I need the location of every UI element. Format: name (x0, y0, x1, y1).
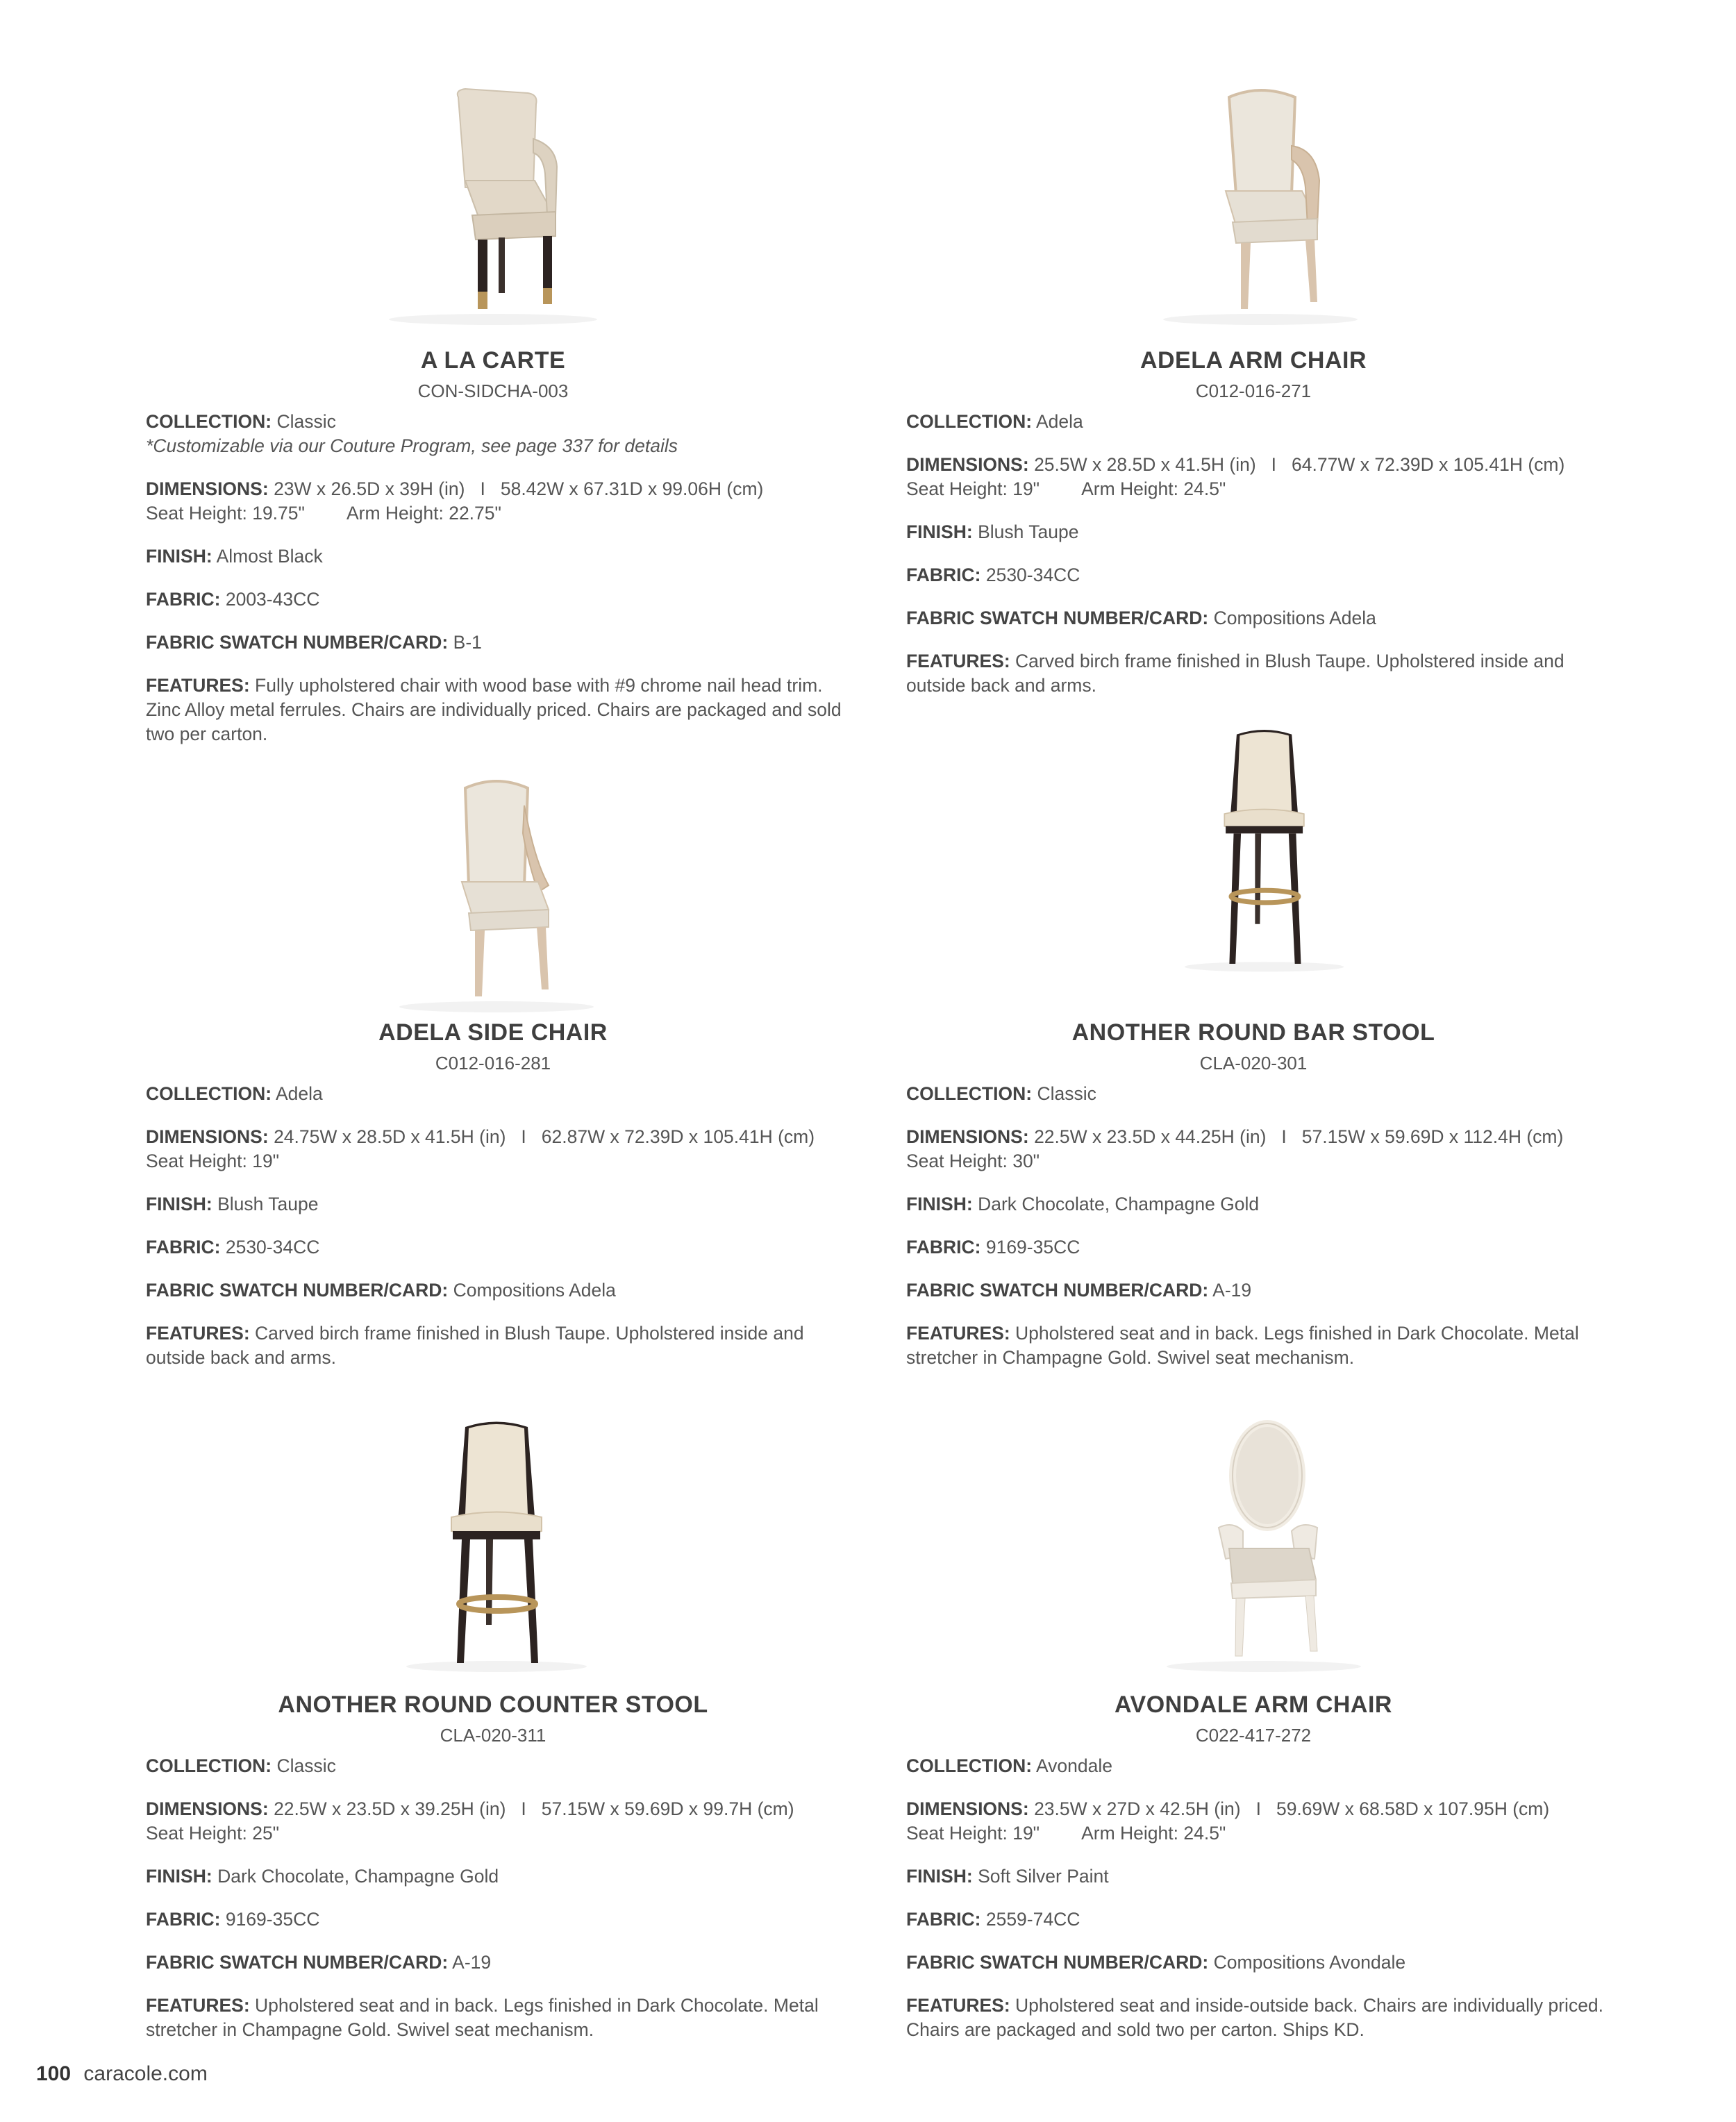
product-image-adela-side-chair (326, 757, 674, 1014)
dimensions-inches: 22.5W x 23.5D x 44.25H (in) (1034, 1126, 1267, 1147)
dimensions-label: DIMENSIONS: (146, 478, 269, 499)
finish-label: FINISH: (146, 546, 212, 567)
features-label: FEATURES: (906, 1323, 1010, 1344)
customizable-note: *Customizable via our Couture Program, see page 337 for details (146, 435, 678, 456)
dimensions-cm: 57.15W x 59.69D x 112.4H (cm) (1301, 1126, 1564, 1147)
product-sku: CLA-020-311 (440, 1725, 546, 1746)
side-chair-image (326, 757, 674, 1014)
oval-back-arm-chair-image (1094, 1417, 1441, 1673)
dimensions-cm: 64.77W x 72.39D x 105.41H (cm) (1292, 454, 1565, 475)
product-title: ADELA ARM CHAIR (1140, 347, 1367, 374)
product-sku: C022-417-272 (1195, 1725, 1312, 1746)
dimensions-label: DIMENSIONS: (146, 1126, 269, 1147)
features-label: FEATURES: (146, 1323, 250, 1344)
arm-height: Arm Height: 22.75" (346, 503, 501, 524)
dimensions-separator: I (1255, 1798, 1261, 1819)
swatch-value: B-1 (453, 632, 482, 653)
collection-label: COLLECTION: (906, 411, 1033, 432)
counter-stool-image (326, 1417, 674, 1673)
product-title: AVONDALE ARM CHAIR (1115, 1691, 1392, 1718)
finish-label: FINISH: (906, 521, 973, 542)
features-value: Upholstered seat and inside-outside back. Chairs are individually priced. Chairs are packaged and sold two per carton. Ships KD. (906, 1995, 1604, 2040)
collection-value: Classic (1037, 1083, 1096, 1104)
features-value: Upholstered seat and in back. Legs finished in Dark Chocolate. Metal stretcher in Champagne Gold. Swivel seat mechanism. (146, 1995, 819, 2040)
seat-height: Seat Height: 25" (146, 1823, 280, 1844)
bar-stool-image (1094, 722, 1441, 979)
collection-label: COLLECTION: (146, 1083, 272, 1104)
page-footer (36, 2062, 208, 2086)
seat-height: Seat Height: 19" (146, 1151, 280, 1171)
dimensions-label: DIMENSIONS: (146, 1798, 269, 1819)
product-title: ADELA SIDE CHAIR (378, 1019, 608, 1046)
finish-value: Blush Taupe (217, 1194, 319, 1214)
fabric-label: FABRIC: (146, 589, 221, 610)
collection-value: Classic (276, 411, 336, 432)
swatch-value: Compositions Adela (1213, 608, 1376, 628)
fabric-label: FABRIC: (906, 1237, 981, 1258)
product-title: ANOTHER ROUND BAR STOOL (1071, 1019, 1435, 1046)
arm-height: Arm Height: 24.5" (1081, 1823, 1226, 1844)
collection-value: Classic (276, 1755, 336, 1776)
dimensions-cm: 58.42W x 67.31D x 99.06H (cm) (500, 478, 764, 499)
dimensions-inches: 23.5W x 27D x 42.5H (in) (1034, 1798, 1241, 1819)
finish-label: FINISH: (146, 1866, 212, 1887)
dimensions-label: DIMENSIONS: (906, 454, 1029, 475)
features-label: FEATURES: (146, 675, 250, 696)
product-sku: C012-016-271 (1195, 381, 1312, 401)
product-specs (146, 1754, 847, 2061)
product-specs (146, 410, 847, 765)
dimensions-inches: 25.5W x 28.5D x 41.5H (in) (1034, 454, 1256, 475)
fabric-value: 9169-35CC (225, 1909, 320, 1930)
product-specs (146, 1082, 847, 1389)
features-value: Fully upholstered chair with wood base with #9 chrome nail head trim. Zinc Alloy metal ferrules. Chairs are individually priced. Chairs are packaged and sold two per carton. (146, 675, 842, 744)
fabric-label: FABRIC: (146, 1237, 221, 1258)
page-number: 100 (36, 2062, 72, 2085)
arm-height: Arm Height: 24.5" (1081, 478, 1226, 499)
product-image-bar-stool (1094, 722, 1441, 979)
product-image-a-la-carte (326, 69, 674, 326)
finish-label: FINISH: (906, 1866, 973, 1887)
product-image-adela-arm-chair (1094, 69, 1441, 326)
product-specs (906, 410, 1608, 717)
collection-value: Avondale (1035, 1755, 1112, 1776)
swatch-label: FABRIC SWATCH NUMBER/CARD: (146, 1952, 449, 1973)
collection-label: COLLECTION: (906, 1755, 1033, 1776)
features-value: Carved birch frame finished in Blush Taupe. Upholstered inside and outside back and arms. (146, 1323, 804, 1368)
arm-chair-image (1094, 69, 1441, 326)
fabric-value: 2559-74CC (985, 1909, 1080, 1930)
swatch-label: FABRIC SWATCH NUMBER/CARD: (146, 632, 449, 653)
product-sku: C012-016-281 (435, 1053, 551, 1073)
seat-height: Seat Height: 19" (906, 1823, 1040, 1844)
product-specs (906, 1754, 1608, 2061)
collection-label: COLLECTION: (146, 1755, 272, 1776)
finish-value: Dark Chocolate, Champagne Gold (978, 1194, 1260, 1214)
fabric-value: 2530-34CC (985, 565, 1080, 585)
swatch-label: FABRIC SWATCH NUMBER/CARD: (906, 1280, 1209, 1301)
product-sku: CLA-020-301 (1199, 1053, 1308, 1073)
product-title: ANOTHER ROUND COUNTER STOOL (278, 1691, 708, 1718)
product-image-counter-stool (326, 1417, 674, 1673)
dimensions-cm: 57.15W x 59.69D x 99.7H (cm) (541, 1798, 794, 1819)
fabric-value: 2530-34CC (225, 1237, 320, 1258)
fabric-label: FABRIC: (906, 1909, 981, 1930)
product-image-avondale-arm-chair (1094, 1417, 1441, 1673)
fabric-value: 9169-35CC (985, 1237, 1080, 1258)
fabric-label: FABRIC: (146, 1909, 221, 1930)
swatch-label: FABRIC SWATCH NUMBER/CARD: (146, 1280, 449, 1301)
dimensions-separator: I (1271, 454, 1277, 475)
seat-height: Seat Height: 19" (906, 478, 1040, 499)
fabric-label: FABRIC: (906, 565, 981, 585)
dimensions-separator: I (521, 1798, 526, 1819)
dimensions-separator: I (1281, 1126, 1287, 1147)
features-label: FEATURES: (906, 1995, 1010, 2016)
features-value: Upholstered seat and in back. Legs finished in Dark Chocolate. Metal stretcher in Champagne Gold. Swivel seat mechanism. (906, 1323, 1579, 1368)
dimensions-label: DIMENSIONS: (906, 1798, 1029, 1819)
upholstered-side-chair-image (326, 69, 674, 326)
finish-value: Soft Silver Paint (978, 1866, 1109, 1887)
product-specs (906, 1082, 1608, 1389)
dimensions-inches: 23W x 26.5D x 39H (in) (274, 478, 465, 499)
swatch-value: Compositions Adela (453, 1280, 616, 1301)
swatch-value: Compositions Avondale (1213, 1952, 1406, 1973)
dimensions-cm: 59.69W x 68.58D x 107.95H (cm) (1276, 1798, 1550, 1819)
features-label: FEATURES: (906, 651, 1010, 671)
collection-value: Adela (1035, 411, 1083, 432)
dimensions-inches: 24.75W x 28.5D x 41.5H (in) (274, 1126, 506, 1147)
dimensions-inches: 22.5W x 23.5D x 39.25H (in) (274, 1798, 506, 1819)
finish-label: FINISH: (906, 1194, 973, 1214)
collection-label: COLLECTION: (146, 411, 272, 432)
dimensions-cm: 62.87W x 72.39D x 105.41H (cm) (541, 1126, 815, 1147)
dimensions-separator: I (480, 478, 485, 499)
swatch-label: FABRIC SWATCH NUMBER/CARD: (906, 608, 1209, 628)
finish-label: FINISH: (146, 1194, 212, 1214)
collection-value: Adela (275, 1083, 323, 1104)
site-link[interactable]: caracole.com (83, 2062, 208, 2085)
product-title: A LA CARTE (420, 347, 566, 374)
finish-value: Blush Taupe (978, 521, 1079, 542)
product-sku: CON-SIDCHA-003 (417, 381, 569, 401)
swatch-label: FABRIC SWATCH NUMBER/CARD: (906, 1952, 1209, 1973)
collection-label: COLLECTION: (906, 1083, 1033, 1104)
features-value: Carved birch frame finished in Blush Taupe. Upholstered inside and outside back and arms. (906, 651, 1564, 696)
fabric-value: 2003-43CC (225, 589, 320, 610)
dimensions-separator: I (521, 1126, 526, 1147)
seat-height: Seat Height: 19.75" (146, 503, 305, 524)
finish-value: Dark Chocolate, Champagne Gold (217, 1866, 499, 1887)
seat-height: Seat Height: 30" (906, 1151, 1040, 1171)
swatch-value: A-19 (452, 1952, 492, 1973)
dimensions-label: DIMENSIONS: (906, 1126, 1029, 1147)
features-label: FEATURES: (146, 1995, 250, 2016)
finish-value: Almost Black (216, 546, 323, 567)
swatch-value: A-19 (1212, 1280, 1252, 1301)
